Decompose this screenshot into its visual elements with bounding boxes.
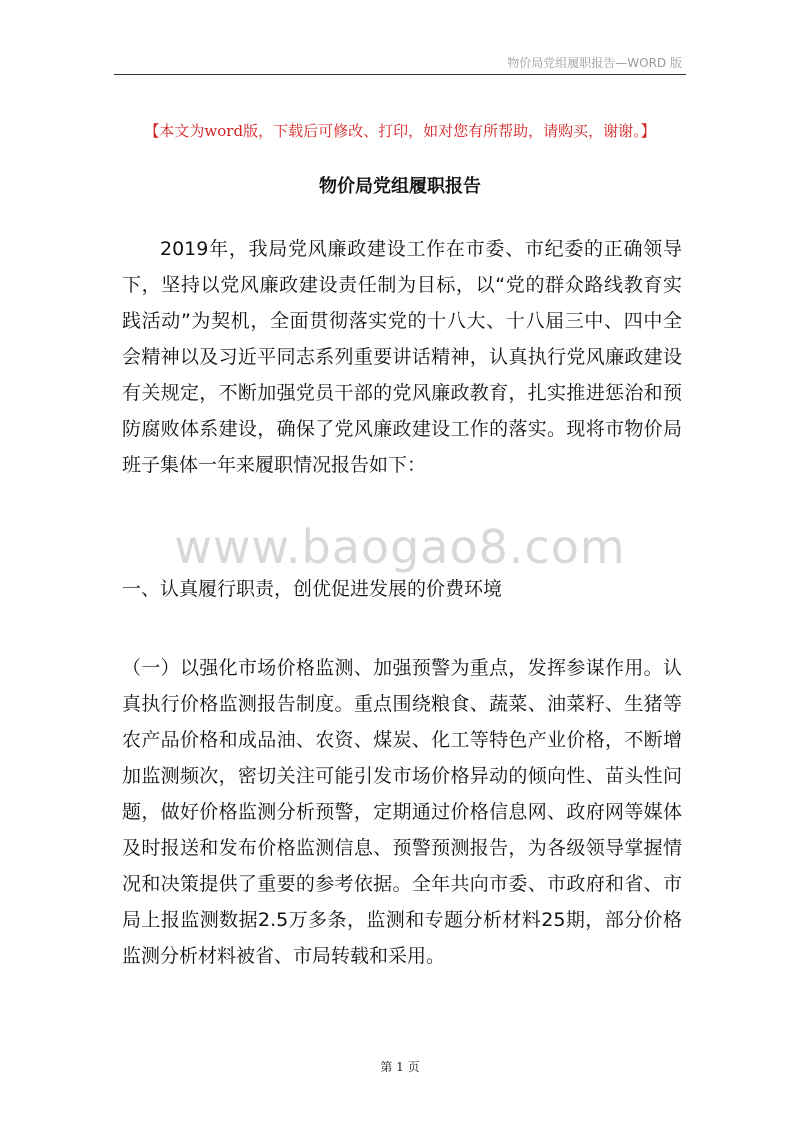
purchase-notice: 【本文为word版，下载后可修改、打印，如对您有所帮助，请购买，谢谢。】 — [144, 122, 656, 140]
document-title: 物价局党组履职报告 — [319, 176, 481, 197]
running-header: 物价局党组履职报告—WORD 版 — [507, 56, 682, 70]
section-heading: 一、认真履行职责，创优促进发展的价费环境 — [122, 578, 503, 600]
page-number: 第 1 页 — [380, 1060, 420, 1074]
header-divider — [114, 74, 686, 75]
watermark: www.baogao8.com — [174, 520, 626, 574]
section-paragraph: （一）以强化市场价格监测、加强预警为重点，发挥参谋作用。认真执行价格监测报告制度。重点围绕粮食、蔬菜、油菜籽、生猪等农产品价格和成品油、农资、煤炭、化工等特色产业价格，不断增加监测频次，密切关注可能引发市场价格异动的倾向性、苗头性问题，做好价格监测分析预警，定期通过价格信息网、政府网等媒体及时报送和发布价格监测信息、预警预测报告，为各级领导掌握情况和决策提供了重要的参考依据。全年共向市委、市政府和省、市局上报监测数据2.5万多条，监测和专题分析材料25期，部分价格监测分析材料被省、市局转载和采用。 — [122, 657, 682, 967]
intro-paragraph: 2019年，我局党风廉政建设工作在市委、市纪委的正确领导下，坚持以党风廉政建设责任制为目标，以“党的群众路线教育实践活动”为契机，全面贯彻落实党的十八大、十八届三中、四中全会精神以及习近平同志系列重要讲话精神，认真执行党风廉政建设有关规定，不断加强党员干部的党风廉政教育，扎实推进惩治和预防腐败体系建设，确保了党风廉政建设工作的落实。现将市物价局班子集体一年来履职情况报告如下： — [122, 238, 682, 476]
